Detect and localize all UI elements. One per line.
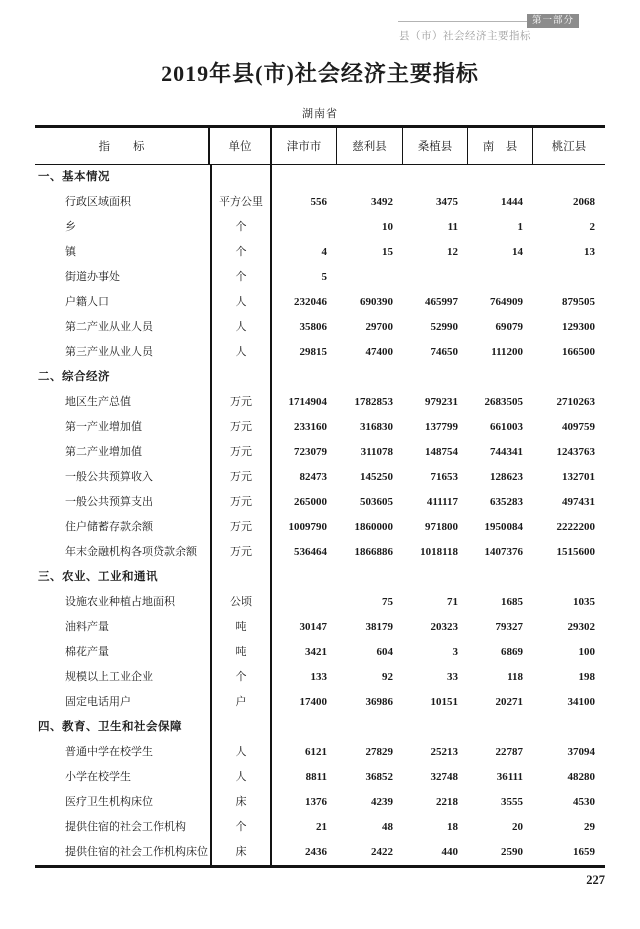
value-cell: 145250 [360,471,393,483]
table-row [35,340,605,365]
indicator-cell: 第三产业从业人员 [65,346,153,358]
indicator-cell: 普通中学在校学生 [65,746,153,758]
unit-cell: 个 [210,265,272,290]
value-cell: 5 [321,271,327,283]
value-cell: 20 [512,821,523,833]
value-cell: 13 [584,246,595,258]
value-cell: 35806 [299,321,327,333]
value-cell [337,265,403,290]
value-cell: 1782853 [354,396,393,408]
unit-cell [210,365,272,390]
value-cell [403,265,468,290]
value-cell: 1950084 [484,521,523,533]
value-cell [272,365,337,390]
indicator-cell: 年末金融机构各项贷款余额 [65,546,197,558]
unit-cell: 万元 [210,390,272,415]
unit-cell: 人 [210,765,272,790]
value-cell: 411117 [426,496,458,508]
value-cell: 129300 [562,321,595,333]
value-cell: 4239 [371,796,393,808]
value-cell [337,715,403,740]
table-row [35,215,605,240]
value-cell: 30147 [299,621,327,633]
value-cell: 1685 [501,596,523,608]
unit-cell: 万元 [210,540,272,565]
column-header-4: 桑植县 [403,128,468,164]
value-cell: 690390 [360,296,393,308]
value-cell: 503605 [360,496,393,508]
value-cell: 11 [447,221,458,233]
value-cell: 118 [507,671,523,683]
value-cell: 2218 [436,796,458,808]
table-row [35,640,605,665]
value-cell: 1243763 [556,446,595,458]
value-cell: 6121 [305,746,327,758]
unit-cell: 床 [210,840,272,865]
value-cell [337,165,403,190]
indicator-cell: 乡 [65,221,76,233]
indicator-cell: 镇 [65,246,76,258]
value-cell: 2683505 [484,396,523,408]
value-cell: 604 [376,646,393,658]
table-row [35,515,605,540]
value-cell: 18 [447,821,458,833]
table-row [35,690,605,715]
value-cell: 1018118 [420,546,458,558]
unit-cell: 万元 [210,515,272,540]
value-cell: 32748 [430,771,458,783]
value-cell [337,365,403,390]
indicator-cell: 规模以上工业企业 [65,671,153,683]
value-cell: 723079 [294,446,327,458]
value-cell: 29 [584,821,595,833]
unit-cell: 个 [210,240,272,265]
table-row [35,740,605,765]
value-cell: 52990 [430,321,458,333]
value-cell: 465997 [425,296,458,308]
table-header-row [35,125,605,165]
unit-cell: 个 [210,215,272,240]
value-cell: 265000 [294,496,327,508]
value-cell: 233160 [294,421,327,433]
value-cell: 128623 [490,471,523,483]
value-cell: 3421 [305,646,327,658]
table-row [35,665,605,690]
value-cell: 2590 [501,846,523,858]
column-header-6: 桃江县 [551,141,587,153]
value-cell [468,165,533,190]
value-cell: 10151 [430,696,458,708]
value-cell: 3492 [371,196,393,208]
value-cell: 100 [578,646,595,658]
value-cell [403,565,468,590]
value-cell: 3555 [501,796,523,808]
value-cell: 82473 [299,471,327,483]
table-row [35,190,605,215]
value-cell: 21 [316,821,327,833]
indicator-cell: 设施农业种植占地面积 [65,596,175,608]
value-cell: 1714904 [288,396,327,408]
value-cell: 1860000 [354,521,393,533]
indicator-cell: 第二产业增加值 [65,446,142,458]
value-cell [533,265,605,290]
value-cell: 556 [310,196,327,208]
value-cell: 25213 [430,746,458,758]
value-cell: 38179 [365,621,393,633]
value-cell [403,165,468,190]
value-cell: 36111 [496,771,523,783]
table-row [35,390,605,415]
value-cell: 48280 [567,771,595,783]
value-cell: 20271 [495,696,523,708]
value-cell: 148754 [425,446,458,458]
value-cell: 36986 [365,696,393,708]
value-cell: 20323 [430,621,458,633]
value-cell: 6869 [501,646,523,658]
table-row [35,790,605,815]
value-cell: 440 [441,846,458,858]
header-rule-line [398,21,527,22]
value-cell: 10 [382,221,393,233]
value-cell: 69079 [495,321,523,333]
value-cell: 2422 [371,846,393,858]
section-heading-row [35,165,605,190]
value-cell: 2068 [573,196,595,208]
unit-cell: 人 [210,740,272,765]
indicator-cell: 住户储蓄存款余额 [65,521,153,533]
value-cell [403,715,468,740]
unit-cell: 万元 [210,465,272,490]
unit-cell: 个 [210,815,272,840]
indicator-cell: 行政区域面积 [65,196,131,208]
unit-cell: 万元 [210,440,272,465]
section-heading: 一、基本情况 [38,171,110,183]
section-heading: 四、教育、卫生和社会保障 [38,721,182,733]
value-cell: 232046 [294,296,327,308]
unit-cell: 户 [210,690,272,715]
indicator-cell: 提供住宿的社会工作机构床位 [65,846,208,858]
value-cell: 37094 [567,746,595,758]
value-cell: 311078 [360,446,393,458]
unit-cell: 人 [210,315,272,340]
value-cell [403,365,468,390]
value-cell: 971800 [425,521,458,533]
value-cell: 74650 [430,346,458,358]
unit-cell: 人 [210,290,272,315]
indicator-cell: 提供住宿的社会工作机构 [65,821,186,833]
indicator-cell: 一般公共预算支出 [65,496,153,508]
value-cell: 15 [382,246,393,258]
value-cell: 3 [452,646,458,658]
table-row [35,315,605,340]
value-cell [468,265,533,290]
unit-cell [210,565,272,590]
value-cell: 29700 [365,321,393,333]
value-cell [533,715,605,740]
statistics-table [35,125,605,868]
table-row [35,465,605,490]
table-row [35,840,605,865]
value-cell: 1659 [573,846,595,858]
value-cell: 71653 [430,471,458,483]
unit-cell: 平方公里 [210,190,272,215]
value-cell: 661003 [490,421,523,433]
value-cell [533,165,605,190]
unit-cell: 万元 [210,490,272,515]
table-row [35,540,605,565]
province-subtitle: 湖南省 [302,108,338,120]
value-cell: 2710263 [556,396,595,408]
running-header-label: 县（市）社会经济主要指标 [399,30,531,42]
value-cell: 47400 [365,346,393,358]
page-title: 2019年县(市)社会经济主要指标 [161,61,479,86]
value-cell: 22787 [495,746,523,758]
value-cell: 75 [382,596,393,608]
value-cell [468,365,533,390]
unit-cell [210,715,272,740]
table-body [35,165,605,868]
value-cell: 29815 [299,346,327,358]
value-cell: 12 [447,246,458,258]
unit-cell: 公顷 [210,590,272,615]
section-heading: 三、农业、工业和通讯 [38,571,158,583]
unit-cell: 万元 [210,415,272,440]
value-cell: 1444 [501,196,523,208]
column-header-5: 南 县 [468,128,533,164]
value-cell: 133 [310,671,327,683]
table-row [35,765,605,790]
value-cell [272,715,337,740]
indicator-cell: 地区生产总值 [65,396,131,408]
value-cell: 198 [578,671,595,683]
table-row [35,590,605,615]
value-cell [272,165,337,190]
indicator-cell: 油料产量 [65,621,109,633]
value-cell: 316830 [360,421,393,433]
table-row [35,415,605,440]
value-cell [533,365,605,390]
table-row [35,240,605,265]
table-row [35,815,605,840]
value-cell: 36852 [365,771,393,783]
value-cell: 132701 [562,471,595,483]
indicator-cell: 街道办事处 [65,271,120,283]
value-cell: 29302 [567,621,595,633]
indicator-cell: 医疗卫生机构床位 [65,796,153,808]
value-cell: 2222200 [556,521,595,533]
table-row [35,490,605,515]
unit-cell: 吨 [210,615,272,640]
value-cell: 1035 [573,596,595,608]
indicator-cell: 第二产业从业人员 [65,321,153,333]
value-cell: 1376 [305,796,327,808]
section-heading: 二、综合经济 [38,371,110,383]
column-header-0: 指 标 [35,128,210,164]
indicator-cell: 棉花产量 [65,646,109,658]
value-cell: 1 [517,221,523,233]
value-cell: 536464 [294,546,327,558]
value-cell: 764909 [490,296,523,308]
section-heading-row [35,565,605,590]
value-cell [272,215,337,240]
value-cell: 92 [382,671,393,683]
column-header-1: 单位 [210,128,272,164]
section-heading-row [35,365,605,390]
unit-cell: 吨 [210,640,272,665]
value-cell: 3475 [436,196,458,208]
value-cell: 4530 [573,796,595,808]
indicator-cell: 小学在校学生 [65,771,131,783]
indicator-cell: 第一产业增加值 [65,421,142,433]
table-row [35,440,605,465]
value-cell: 1515600 [556,546,595,558]
part-badge: 第一部分 [527,14,579,28]
value-cell: 497431 [562,496,595,508]
indicator-cell: 户籍人口 [65,296,109,308]
value-cell [272,590,337,615]
value-cell: 137799 [425,421,458,433]
column-header-2: 津市市 [272,128,337,164]
value-cell: 879505 [562,296,595,308]
page-number: 227 [586,873,605,887]
value-cell: 48 [382,821,393,833]
value-cell [468,715,533,740]
unit-cell: 床 [210,790,272,815]
value-cell: 34100 [567,696,595,708]
value-cell: 409759 [562,421,595,433]
value-cell: 8811 [305,771,327,783]
value-cell: 166500 [562,346,595,358]
value-cell: 79327 [495,621,523,633]
value-cell: 71 [447,596,458,608]
column-header-3: 慈利县 [337,128,403,164]
value-cell [272,565,337,590]
indicator-cell: 一般公共预算收入 [65,471,153,483]
value-cell [468,565,533,590]
value-cell: 27829 [365,746,393,758]
value-cell [337,565,403,590]
value-cell: 33 [447,671,458,683]
value-cell: 2 [589,221,595,233]
value-cell: 635283 [490,496,523,508]
value-cell: 17400 [299,696,327,708]
value-cell: 1407376 [484,546,523,558]
unit-cell: 个 [210,665,272,690]
value-cell [533,565,605,590]
value-cell: 14 [512,246,523,258]
value-cell: 2436 [305,846,327,858]
value-cell: 1866886 [354,546,393,558]
section-heading-row [35,715,605,740]
table-row [35,615,605,640]
table-row [35,290,605,315]
value-cell: 1009790 [288,521,327,533]
unit-cell: 人 [210,340,272,365]
indicator-cell: 固定电话用户 [65,696,131,708]
value-cell: 4 [321,246,327,258]
unit-cell [210,165,272,190]
value-cell: 111200 [491,346,523,358]
value-cell: 744341 [490,446,523,458]
table-row [35,265,605,290]
value-cell: 979231 [425,396,458,408]
